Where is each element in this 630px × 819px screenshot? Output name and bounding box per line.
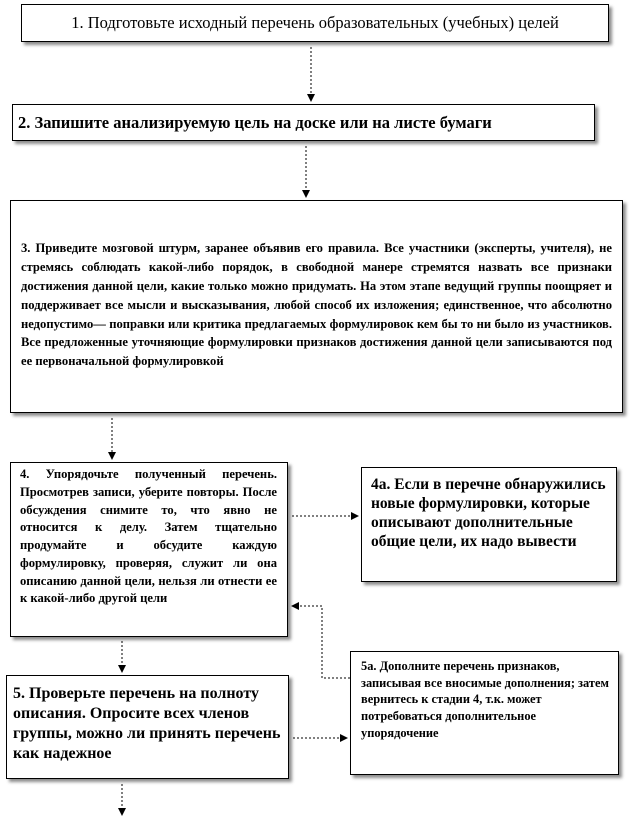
step-3-text: 3. Приведите мозговой штурм, заранее объявив его правила. Все участники (эксперты, учителя), не стремясь соблюдать какой-либо порядок, в свободной манере стремятся назвать все признаки достижения данной цели, какие только можно придумать. На этом этапе ведущий группы поощряет и поддерживает все мысли и высказывания, любой способ их изложения; единственное, что абсолютно недопустимо— поправки или критика предлагаемых формулировок кем бы то ни было из участников. Все предложенные уточняющие формулировки признаков достижения данной цели записываются под ее первоначальной формулировкой — [21, 241, 612, 369]
step-5a-text: 5а. Дополните перечень признаков, записывая все вносимые дополнения; затем вернитесь к стадии 4, т.к. может потребоваться дополнительное упорядочение — [361, 659, 609, 740]
step-2-text: 2. Запишите анализируемую цель на доске или на листе бумаги — [18, 112, 492, 132]
arrow-5a-back-to-4 — [292, 606, 350, 678]
step-5-text: 5. Проверьте перечень на полноту описания. Опросите всех членов группы, можно ли принять перечень как надежное — [13, 685, 281, 763]
step-4-text: 4. Упорядочьте полученный перечень. Просмотрев записи, уберите повторы. После обсуждения снимите то, что явно не относится к делу. Затем тщательно продумайте и обсудите каждую формулировку, проверяя, служит ли она описанию данной цели, нельзя ли отнести ее к какой-либо другой цели — [20, 467, 277, 606]
step-1-text: 1. Подготовьте исходный перечень образовательных (учебных) целей — [71, 13, 559, 32]
step-4a-text: 4а. Если в перечне обнаружились новые формулировки, которые описывают дополнительные общие цели, их надо вывести — [371, 476, 606, 550]
